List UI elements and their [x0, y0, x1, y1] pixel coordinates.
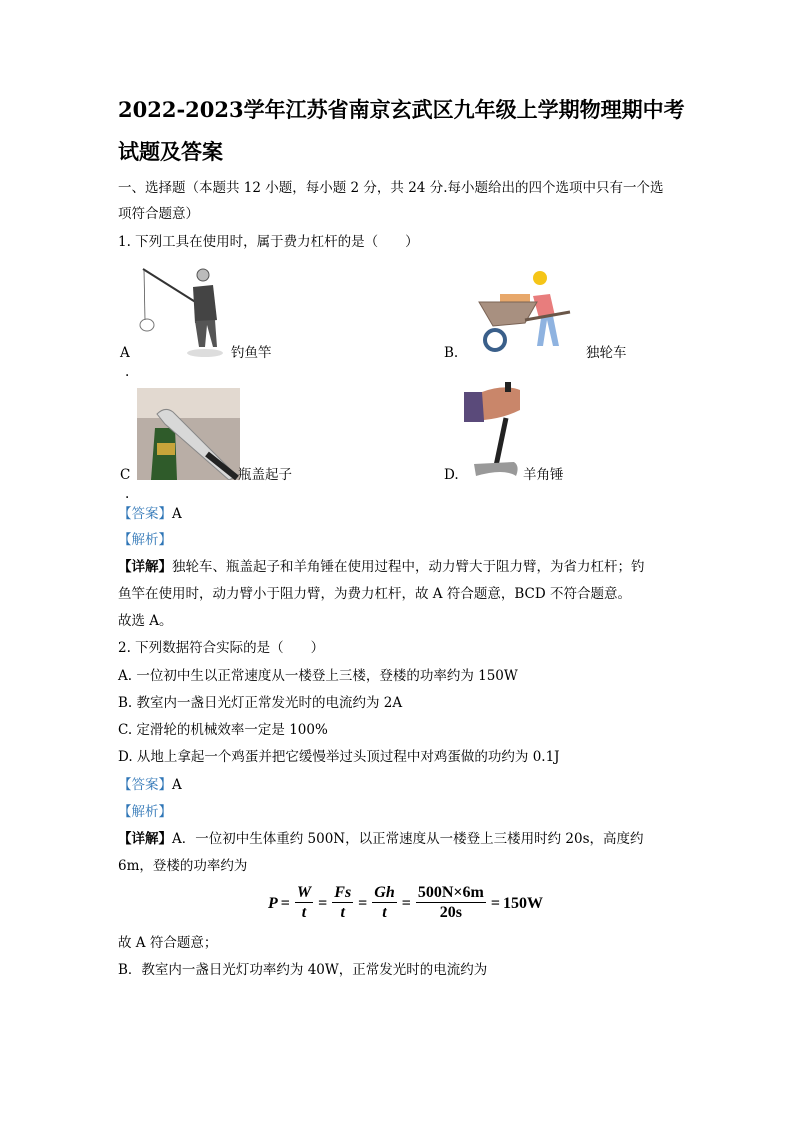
fraction — [332, 884, 353, 923]
q1-detail-3: 故选 A。 — [118, 613, 173, 629]
wheelbarrow-image — [475, 268, 575, 356]
detail-text: A．一位初中生体重约 500N，以正常速度从一楼登上三楼用时约 20s，高度约 — [172, 831, 644, 847]
q1-option-a-letter: A — [120, 345, 130, 361]
equals: = — [401, 894, 411, 912]
q1-option-d-letter: D. — [444, 467, 459, 483]
q1-analysis-label: 【解析】 — [118, 532, 172, 548]
equals: = — [490, 894, 500, 912]
equals: = — [358, 894, 368, 912]
q2-option-b: B. 教室内一盏日光灯正常发光时的电流约为 2A — [118, 695, 403, 711]
q1-option-c-letter: C — [120, 467, 131, 483]
detail-label: 【详解】 — [118, 559, 172, 575]
q1-option-b-letter: B. — [444, 345, 459, 361]
q1-detail-2: 鱼竿在使用时，动力臂小于阻力臂，为费力杠杆，故 A 符合题意，BCD 不符合题意。 — [118, 586, 631, 602]
q1-option-c-text: 瓶盖起子 — [238, 467, 292, 483]
q2-detail-1 — [118, 830, 644, 848]
numerator: Fs — [334, 884, 352, 901]
section-heading-cont: 项符合题意） — [118, 206, 199, 222]
doc-title-line2: 试题及答案 — [118, 139, 223, 164]
q1-option-c-dot: . — [125, 486, 130, 502]
q2-detail-3: 故 A 符合题意； — [118, 935, 218, 951]
q2-detail-2: 6m，登楼的功率约为 — [118, 858, 248, 874]
doc-title-line1: 2022-2023学年江苏省南京玄武区九年级上学期物理期中考 — [118, 97, 685, 122]
q2-analysis-label: 【解析】 — [118, 804, 172, 820]
fraction — [372, 884, 396, 923]
denominator: t — [340, 904, 345, 921]
numerator: Gh — [374, 884, 395, 901]
detail-text: 独轮车、瓶盖起子和羊角锤在使用过程中，动力臂大于阻力臂，为省力杠杆；钓 — [172, 559, 645, 575]
power-formula — [268, 884, 543, 923]
q2-answer — [118, 776, 182, 794]
q2-option-a: A. 一位初中生以正常速度从一楼登上三楼，登楼的功率约为 150W — [118, 668, 518, 684]
answer-value: A — [172, 777, 182, 793]
section-heading: 一、选择题（本题共 12 小题，每小题 2 分，共 24 分.每小题给出的四个选项中只有一个选 — [118, 180, 664, 196]
equals: = — [318, 894, 328, 912]
answer-label: 【答案】 — [118, 506, 172, 522]
fishing-rod-image — [135, 265, 235, 360]
bottle-opener-image — [137, 388, 240, 480]
detail-label: 【详解】 — [118, 831, 172, 847]
q1-detail-1 — [118, 558, 645, 576]
denominator: 20s — [439, 904, 462, 921]
q2-detail-4: B．教室内一盏日光灯功率约为 40W，正常发光时的电流约为 — [118, 962, 488, 978]
numerator: W — [296, 884, 312, 901]
q1-option-a-text: 钓鱼竿 — [231, 345, 272, 361]
fraction — [416, 884, 486, 923]
q1-option-d-text: 羊角锤 — [523, 467, 564, 483]
q1-option-b-text: 独轮车 — [586, 345, 627, 361]
denominator: t — [301, 904, 307, 921]
q1-answer — [118, 505, 182, 523]
formula-result: 150W — [503, 894, 543, 912]
answer-label: 【答案】 — [118, 777, 172, 793]
numerator: 500N×6m — [417, 884, 484, 901]
formula-lhs: P — [268, 894, 278, 912]
q2-option-d: D. 从地上拿起一个鸡蛋并把它缓慢举过头顶过程中对鸡蛋做的功约为 0.1J — [118, 749, 560, 765]
answer-value: A — [172, 506, 182, 522]
fraction — [295, 884, 313, 923]
q1-option-a-dot: . — [125, 364, 130, 380]
denominator: t — [382, 904, 387, 921]
q1-stem: 1. 下列工具在使用时，属于费力杠杆的是（ ） — [118, 234, 419, 250]
q2-option-c: C. 定滑轮的机械效率一定是 100% — [118, 722, 328, 738]
equals: = — [280, 894, 290, 912]
q2-stem: 2. 下列数据符合实际的是（ ） — [118, 640, 325, 656]
